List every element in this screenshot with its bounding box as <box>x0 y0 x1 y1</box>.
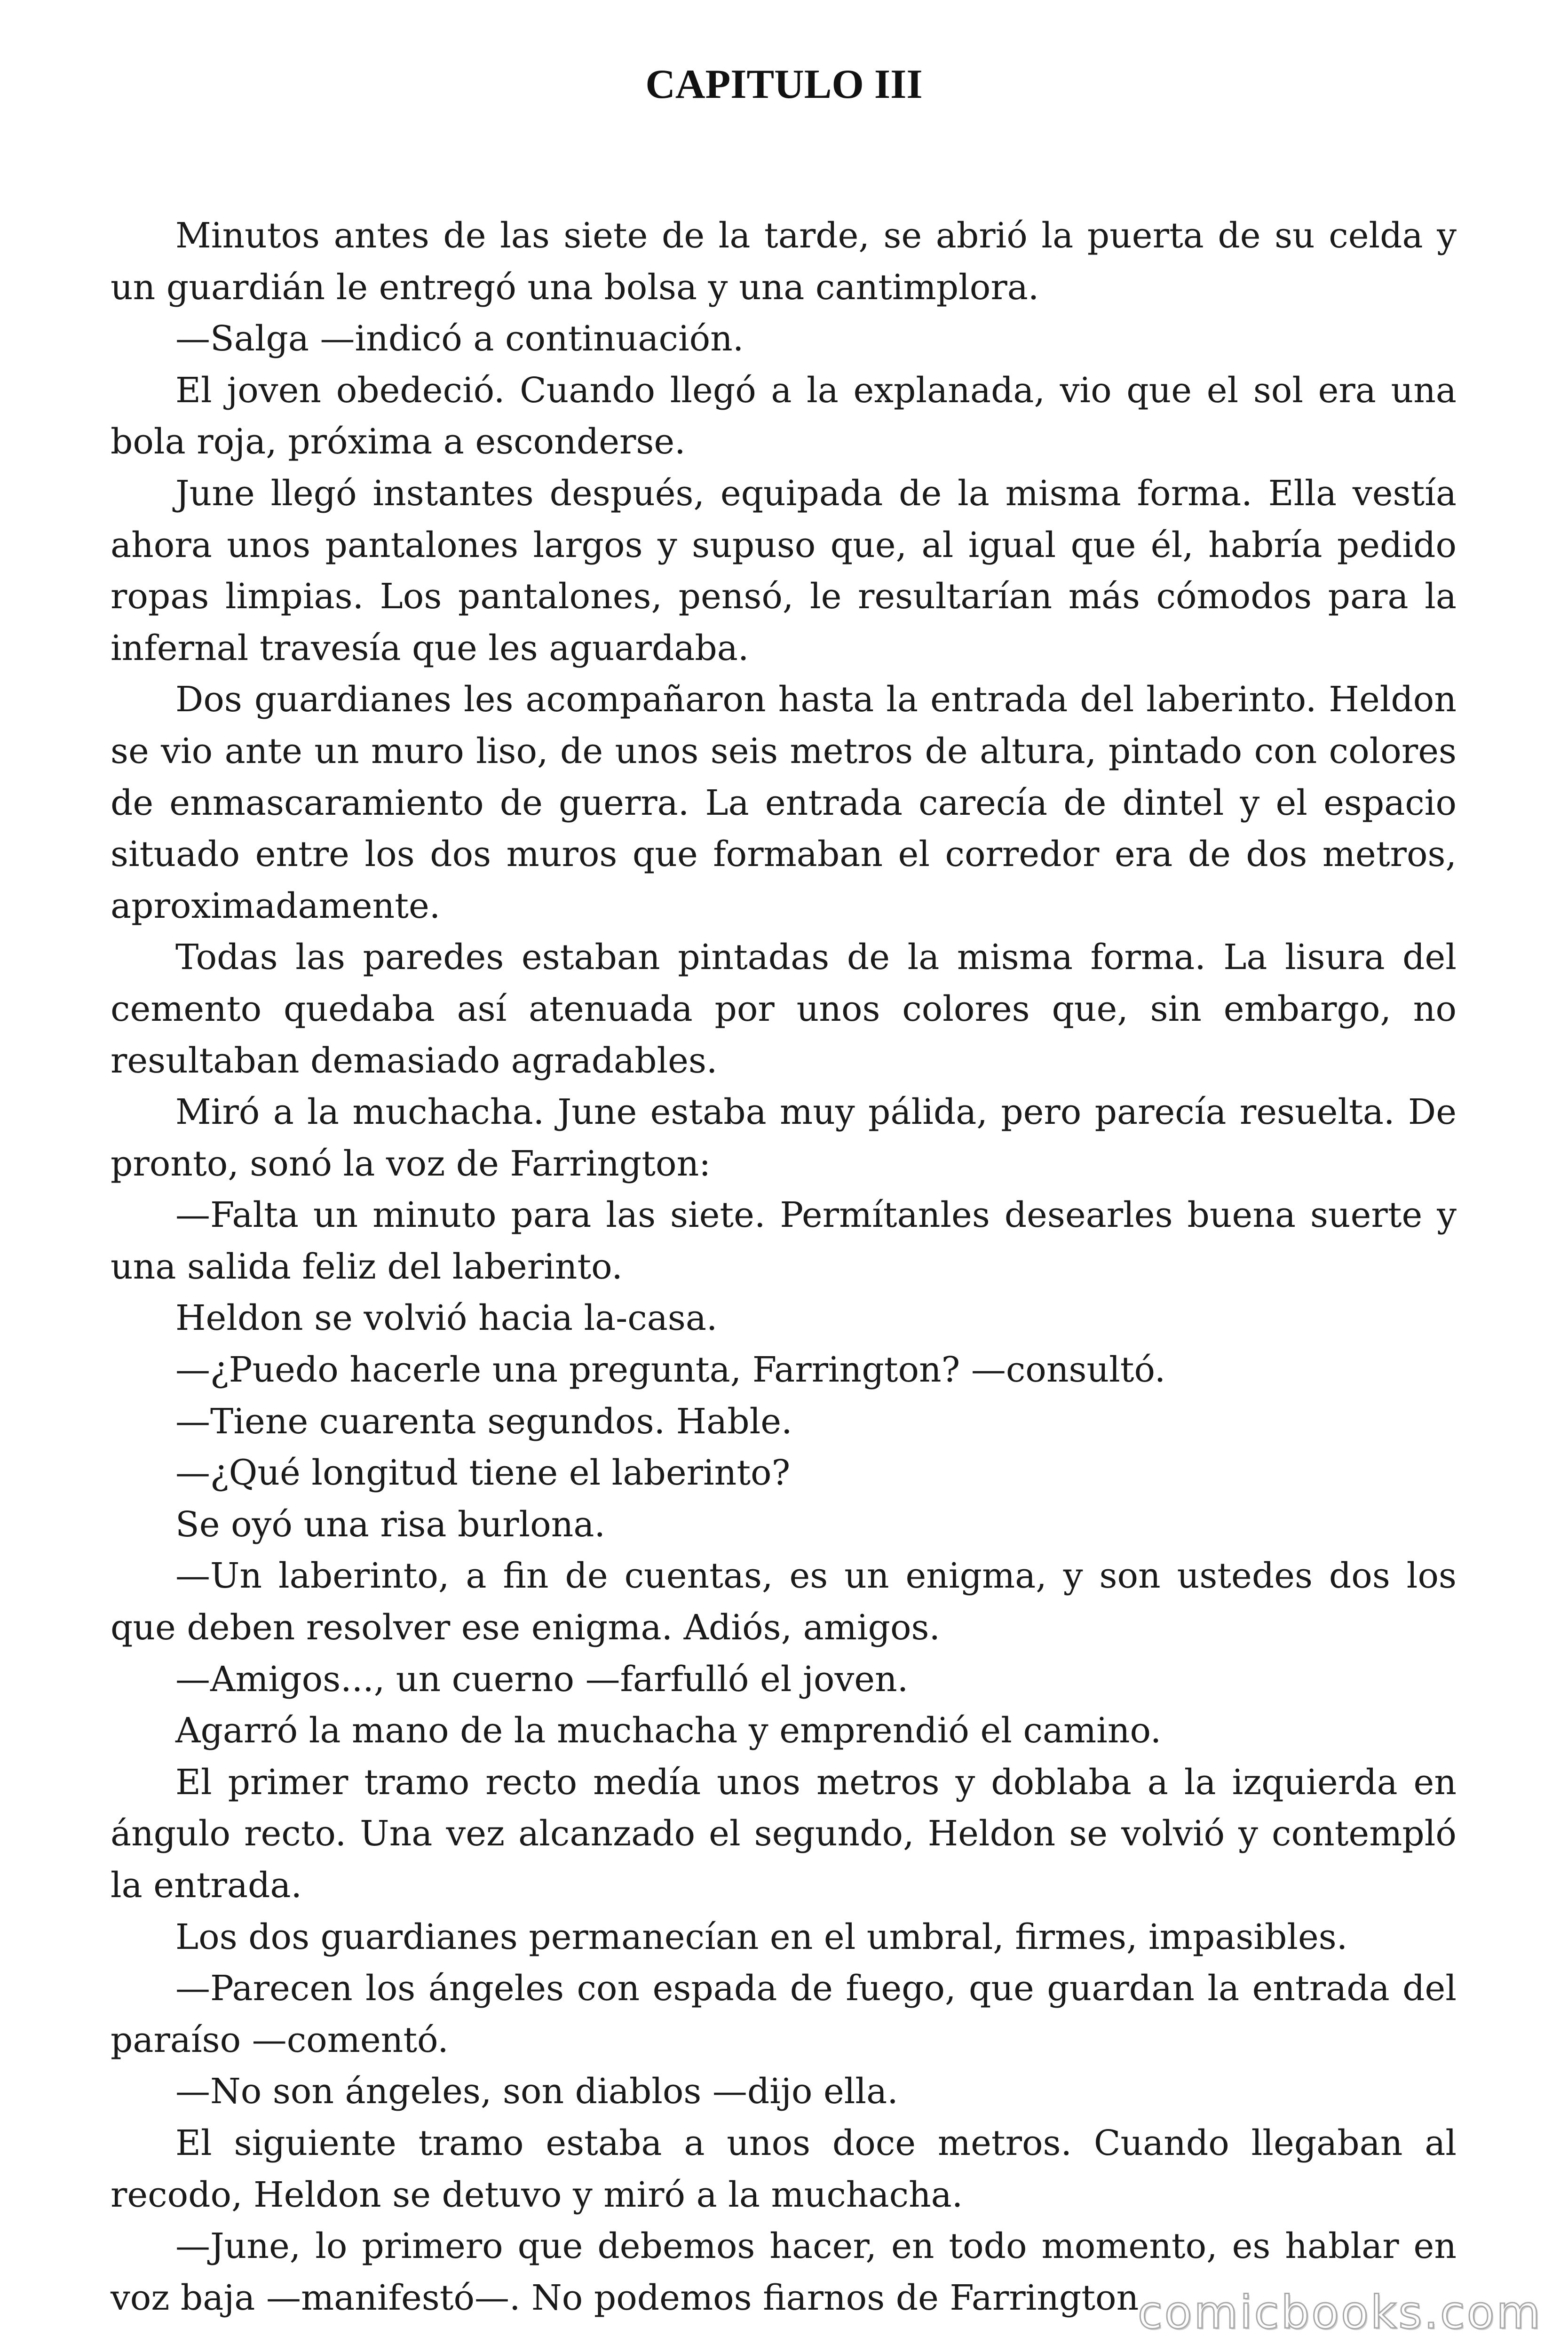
paragraph: —Amigos..., un cuerno —farfulló el joven. <box>175 1659 909 1700</box>
paragraph: Minutos antes de las siete de la tarde, se abrió la puerta de su celda y un guardián le entregó una bolsa y una cantimplora. <box>111 215 1457 308</box>
paragraph: El joven obedeció. Cuando llegó a la explanada, vio que el sol era una bola roja, próxima a esconderse. <box>111 370 1457 462</box>
paragraph: June llegó instantes después, equipada de la misma forma. Ella vestía ahora unos pantalones largos y supuso que, al igual que él, habría pedido ropas limpias. Los pantalones, pensó, le resultarían más cómodos para la infernal travesía que les aguardaba. <box>111 473 1457 668</box>
paragraph: Dos guardianes les acompañaron hasta la entrada del laberinto. Heldon se vio ante un muro liso, de unos seis metros de altura, pintado con colores de enmascaramiento de guerra. La entrada carecía de dintel y el espacio situado entre los dos muros que formaban el corredor era de dos metros, aproximadamente. <box>111 679 1457 926</box>
paragraph: —¿Puedo hacerle una pregunta, Farrington? —consultó. <box>175 1350 1166 1391</box>
paragraph: Se oyó una risa burlona. <box>175 1504 605 1545</box>
paragraph: —Parecen los ángeles con espada de fuego, que guardan la entrada del paraíso —comentó. <box>111 1968 1457 2060</box>
watermark: comicbooks.com <box>1137 2286 1542 2339</box>
chapter-body <box>111 210 1457 2324</box>
paragraph: —Falta un minuto para las siete. Permítanles desearles buena suerte y una salida feliz del laberinto. <box>111 1195 1457 1287</box>
paragraph: —Salga —indicó a continuación. <box>175 318 744 359</box>
paragraph: —June, lo primero que debemos hacer, en todo momento, es hablar en voz baja —manifestó—. No podemos fiarnos de Farrington <box>111 2226 1457 2318</box>
paragraph: Heldon se volvió hacia la-casa. <box>175 1298 718 1339</box>
paragraph: Los dos guardianes permanecían en el umbral, firmes, impasibles. <box>175 1916 1348 1957</box>
paragraph: El siguiente tramo estaba a unos doce metros. Cuando llegaban al recodo, Heldon se detuvo y miró a la muchacha. <box>111 2122 1457 2215</box>
paragraph: Agarró la mano de la muchacha y emprendió el camino. <box>175 1710 1162 1751</box>
paragraph: El primer tramo recto medía unos metros y doblaba a la izquierda en ángulo recto. Una vez alcanzado el segundo, Heldon se volvió y contempló la entrada. <box>111 1762 1457 1906</box>
paragraph: —No son ángeles, son diablos —dijo ella. <box>175 2071 898 2112</box>
paragraph: —¿Qué longitud tiene el laberinto? <box>175 1453 791 1494</box>
paragraph: Todas las paredes estaban pintadas de la misma forma. La lisura del cemento quedaba así atenuada por unos colores que, sin embargo, no resultaban demasiado agradables. <box>111 937 1457 1081</box>
paragraph: —Tiene cuarenta segundos. Hable. <box>175 1401 792 1442</box>
paragraph: Miró a la muchacha. June estaba muy pálida, pero parecía resuelta. De pronto, sonó la voz de Farrington: <box>111 1092 1457 1184</box>
paragraph: —Un laberinto, a fin de cuentas, es un enigma, y son ustedes dos los que deben resolver ese enigma. Adiós, amigos. <box>111 1556 1457 1648</box>
chapter-title: CAPITULO III <box>645 62 923 107</box>
